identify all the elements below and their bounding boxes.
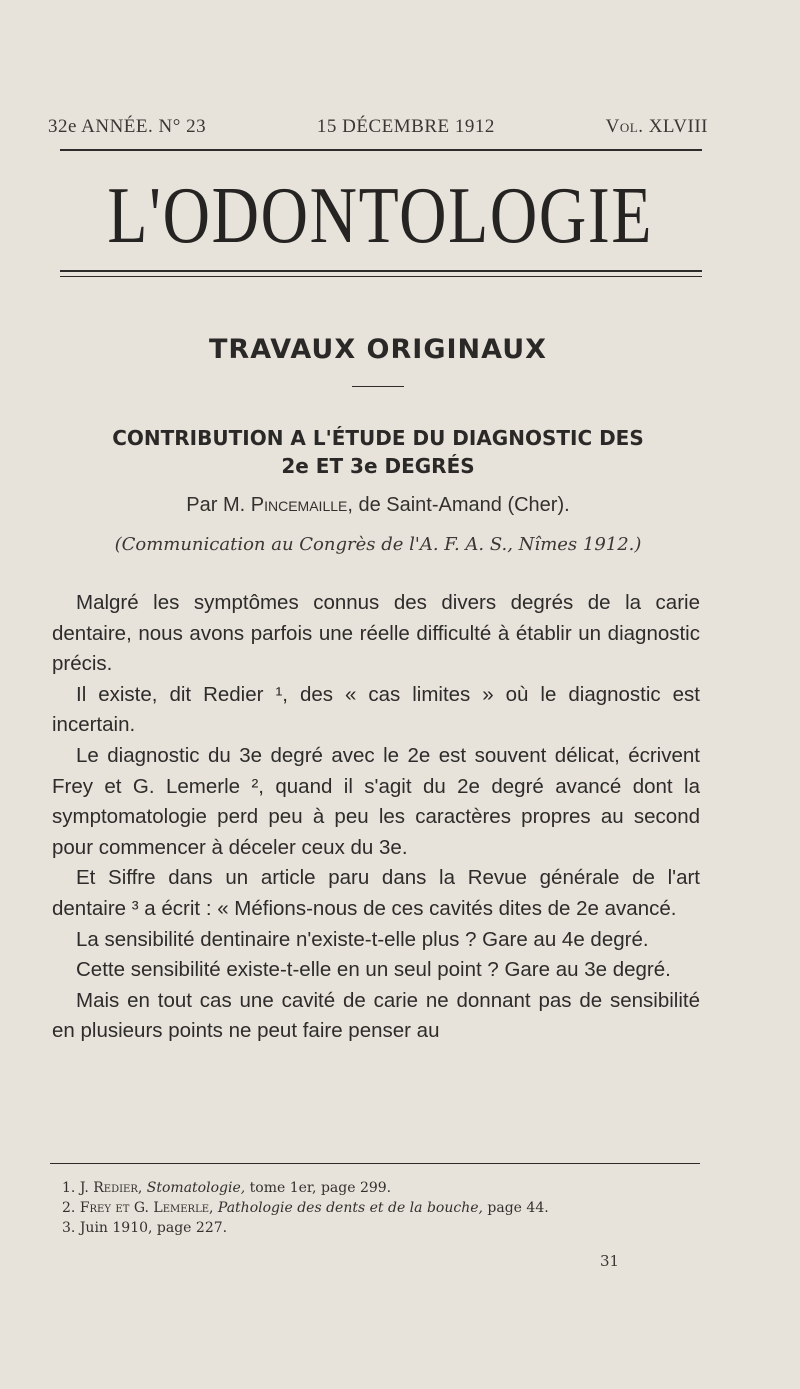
footnote-number: 1. [62, 1180, 76, 1196]
footnote-number: 3. [62, 1220, 76, 1236]
paragraph: Mais en tout cas une cavité de carie ne donnant pas de sensibilité en plusieurs points ne peut faire penser au [52, 988, 700, 1043]
section-title: TRAVAUX ORIGINAUX [209, 334, 547, 365]
issue-header [48, 116, 708, 138]
footnote-detail: Juin 1910, page 227. [79, 1220, 228, 1236]
volume-number: Vol. XLVIII [605, 116, 708, 137]
byline-suffix: , de Saint-Amand (Cher). [347, 494, 570, 516]
venue-note: (Communication au Congrès de l'A. F. A. S., Nîmes 1912.) [114, 534, 642, 555]
journal-masthead: L'ODONTOLOGIE [107, 172, 654, 260]
author-byline [48, 494, 708, 517]
footnote-author: J. Redier, [79, 1180, 143, 1196]
footnote-rule [50, 1163, 700, 1164]
footnote-3 [62, 1218, 702, 1238]
byline-prefix: Par M. [186, 494, 246, 516]
footnote-1 [62, 1178, 702, 1198]
paragraph: Cette sensibilité existe-t-elle en un seul point ? Gare au 3e degré. [76, 958, 671, 982]
footnote-work: Stomatologie, [146, 1180, 246, 1196]
paragraph: Malgré les symptômes connus des divers degrés de la carie dentaire, nous avons parfois une réelle difficulté à établir un diagnostic précis. [52, 591, 700, 676]
footnote-detail: tome 1er, page 299. [249, 1180, 392, 1196]
footnote-work: Pathologie des dents et de la bouche, [217, 1200, 483, 1216]
page-number: 31 [600, 1252, 620, 1270]
header-rule [60, 149, 702, 151]
masthead-rule-top [60, 270, 702, 272]
author-name: Pincemaille [250, 494, 348, 516]
paragraph: Le diagnostic du 3e degré avec le 2e est souvent délicat, écrivent Frey et G. Lemerle ², quand il s'agit du 2e degré avancé dont la symptomatologie perd peu à peu les caractères propres au second pour commencer à déceler ceux du 3e. [52, 743, 700, 859]
paragraph: Et Siffre dans un article paru dans la Revue générale de l'art dentaire ³ a écrit : « Méfions-nous de ces cavités dites de 2e avancé. [52, 866, 700, 920]
footnotes [62, 1178, 702, 1238]
footnote-detail: page 44. [487, 1200, 549, 1216]
footnote-2 [62, 1198, 702, 1218]
paragraph: La sensibilité dentinaire n'existe-t-elle plus ? Gare au 4e degré. [76, 927, 649, 951]
article-title [48, 424, 708, 480]
masthead-rule-bottom [60, 276, 702, 277]
footnote-author: Frey et G. Lemerle, [79, 1200, 214, 1216]
issue-date: 15 DÉCEMBRE 1912 [316, 116, 495, 137]
footnote-number: 2. [62, 1200, 76, 1216]
article-title-line-1: CONTRIBUTION A L'ÉTUDE DU DIAGNOSTIC DES [112, 426, 644, 450]
section-divider [352, 386, 404, 387]
paragraph: Il existe, dit Redier ¹, des « cas limites » où le diagnostic est incertain. [52, 682, 700, 737]
article-title-line-2: 2e ET 3e DEGRÉS [281, 454, 475, 478]
issue-number: 32e ANNÉE. N° 23 [48, 116, 207, 137]
article-body [52, 588, 700, 1047]
